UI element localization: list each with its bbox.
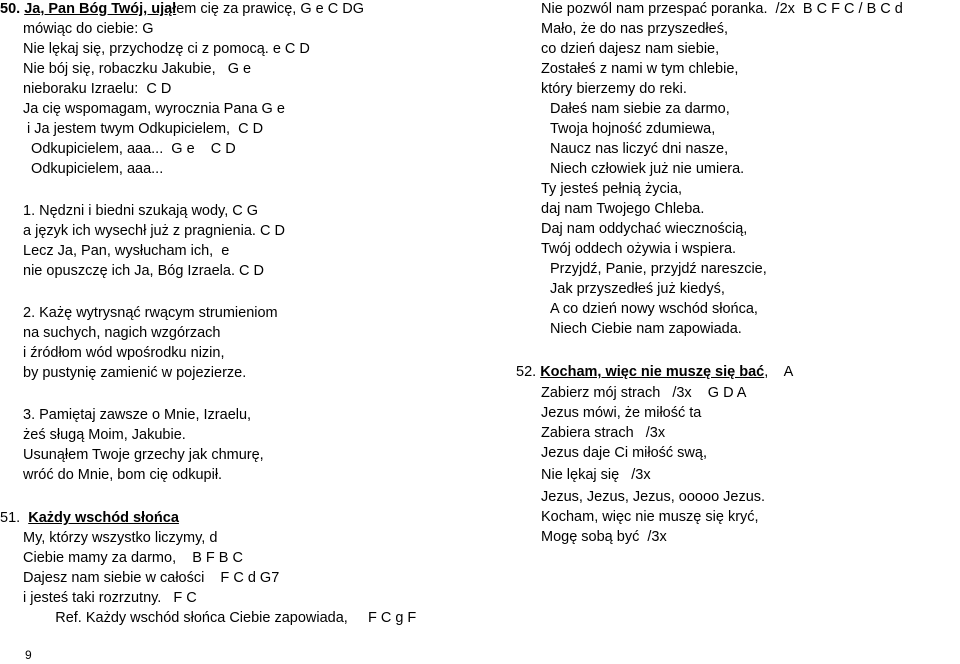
song-51-verse-line: Mało, że do nas przyszedłeś, bbox=[541, 21, 728, 37]
song-50-number: 50. bbox=[0, 1, 21, 17]
song-51-verse-line: daj nam Twojego Chleba. bbox=[541, 201, 705, 217]
song-51-title: Każdy wschód słońca bbox=[28, 510, 179, 526]
song-51-line: i jesteś taki rozrzutny. F C bbox=[23, 590, 197, 606]
song-50-line: i Ja jestem twym Odkupicielem, C D bbox=[23, 121, 264, 137]
song-52-line: Zabierz mój strach /3x G D A bbox=[541, 385, 747, 401]
verse-3-line: Usunąłem Twoje grzechy jak chmurę, bbox=[23, 447, 264, 463]
song-50-line: Odkupicielem, aaa... bbox=[23, 161, 164, 177]
song-52-line: Nie lękaj się /3x bbox=[541, 467, 651, 483]
verse-2-line: 2. Każę wytrysnąć rwącym strumieniom bbox=[23, 305, 278, 321]
song-52-title: Kocham, więc nie muszę się bać bbox=[540, 364, 765, 380]
song-52-line: Kocham, więc nie muszę się kryć, bbox=[541, 509, 759, 525]
song-51-verse-line: Jak przyszedłeś już kiedyś, bbox=[550, 281, 725, 297]
song-51-verse-line: Dałeś nam siebie za darmo, bbox=[550, 101, 730, 117]
song-50-title-line bbox=[0, 0, 364, 18]
song-50-line: Nie bój się, robaczku Jakubie, G e bbox=[23, 61, 252, 77]
verse-3-line: wróć do Mnie, bom cię odkupił. bbox=[23, 467, 223, 483]
page-number: 9 bbox=[25, 648, 32, 662]
song-51-number: 51. bbox=[0, 510, 29, 526]
song-51-verse-line: Naucz nas liczyć dni nasze, bbox=[550, 141, 729, 157]
song-50-line: Ja cię wspomagam, wyrocznia Pana G e bbox=[23, 101, 285, 117]
song-50-line: nieboraku Izraelu: C D bbox=[23, 81, 172, 97]
song-51-verse-line: Przyjdź, Panie, przyjdź nareszcie, bbox=[550, 261, 767, 277]
song-52-line: Jezus daje Ci miłość swą, bbox=[541, 445, 707, 461]
song-51-verse-line: Twój oddech ożywia i wspiera. bbox=[541, 241, 737, 257]
song-50-line: Nie lękaj się, przychodzę ci z pomocą. e C D bbox=[23, 41, 310, 57]
song-51-title-line bbox=[0, 509, 179, 527]
song-52-line: Jezus, Jezus, Jezus, ooooo Jezus. bbox=[541, 489, 766, 505]
verse-2-line: i źródłom wód wpośrodku nizin, bbox=[23, 345, 225, 361]
verse-1-line: Lecz Ja, Pan, wysłucham ich, e bbox=[23, 243, 230, 259]
song-51-verse-line: A co dzień nowy wschód słońca, bbox=[550, 301, 758, 317]
song-51-verse-line: Daj nam oddychać wiecznością, bbox=[541, 221, 748, 237]
song-51-verse-line: Niech Ciebie nam zapowiada. bbox=[550, 321, 742, 337]
song-51-refrain-line: Ref. Każdy wschód słońca Ciebie zapowiada, F C g F bbox=[23, 610, 417, 626]
song-52-title-rest: , A bbox=[764, 364, 794, 380]
song-51-line: My, którzy wszystko liczymy, d bbox=[23, 530, 218, 546]
song-52-title-line bbox=[516, 363, 793, 381]
song-50-line: mówiąc do ciebie: G bbox=[23, 21, 154, 37]
song-51-verse-line: Ty jesteś pełnią życia, bbox=[541, 181, 683, 197]
song-52-line: Zabiera strach /3x bbox=[541, 425, 666, 441]
song-51-verse-line: który bierzemy do reki. bbox=[541, 81, 687, 97]
verse-3-line: 3. Pamiętaj zawsze o Mnie, Izraelu, bbox=[23, 407, 252, 423]
verse-2-line: na suchych, nagich wzgórzach bbox=[23, 325, 221, 341]
song-51-verse-line: Niech człowiek już nie umiera. bbox=[550, 161, 745, 177]
song-50-title-rest: , ujął bbox=[143, 1, 177, 17]
song-51-line: Ciebie mamy za darmo, B F B C bbox=[23, 550, 243, 566]
verse-1-line: nie opuszczę ich Ja, Bóg Izraela. C D bbox=[23, 263, 264, 279]
song-52-line: Mogę sobą być /3x bbox=[541, 529, 667, 545]
song-50-line: Odkupicielem, aaa... G e C D bbox=[23, 141, 236, 157]
song-51-verse-line: co dzień dajesz nam siebie, bbox=[541, 41, 720, 57]
song-52-number: 52. bbox=[516, 364, 541, 380]
song-50-title: Ja, Pan Bóg Twój bbox=[24, 1, 144, 17]
song-51-verse-line: Twoja hojność zdumiewa, bbox=[550, 121, 716, 137]
song-50-first-line: em cię za prawicę, G e C DG bbox=[176, 1, 364, 17]
verse-1-line: 1. Nędzni i biedni szukają wody, C G bbox=[23, 203, 259, 219]
verse-3-line: żeś sługą Moim, Jakubie. bbox=[23, 427, 186, 443]
verse-2-line: by pustynię zamienić w pojezierze. bbox=[23, 365, 247, 381]
refrain-line: Nie pozwól nam przespać poranka. /2x B C F C / B C d bbox=[541, 1, 903, 17]
verse-1-line: a język ich wysechł już z pragnienia. C D bbox=[23, 223, 285, 239]
song-51-line: Dajesz nam siebie w całości F C d G7 bbox=[23, 570, 280, 586]
song-51-verse-line: Zostałeś z nami w tym chlebie, bbox=[541, 61, 739, 77]
song-52-line: Jezus mówi, że miłość ta bbox=[541, 405, 702, 421]
